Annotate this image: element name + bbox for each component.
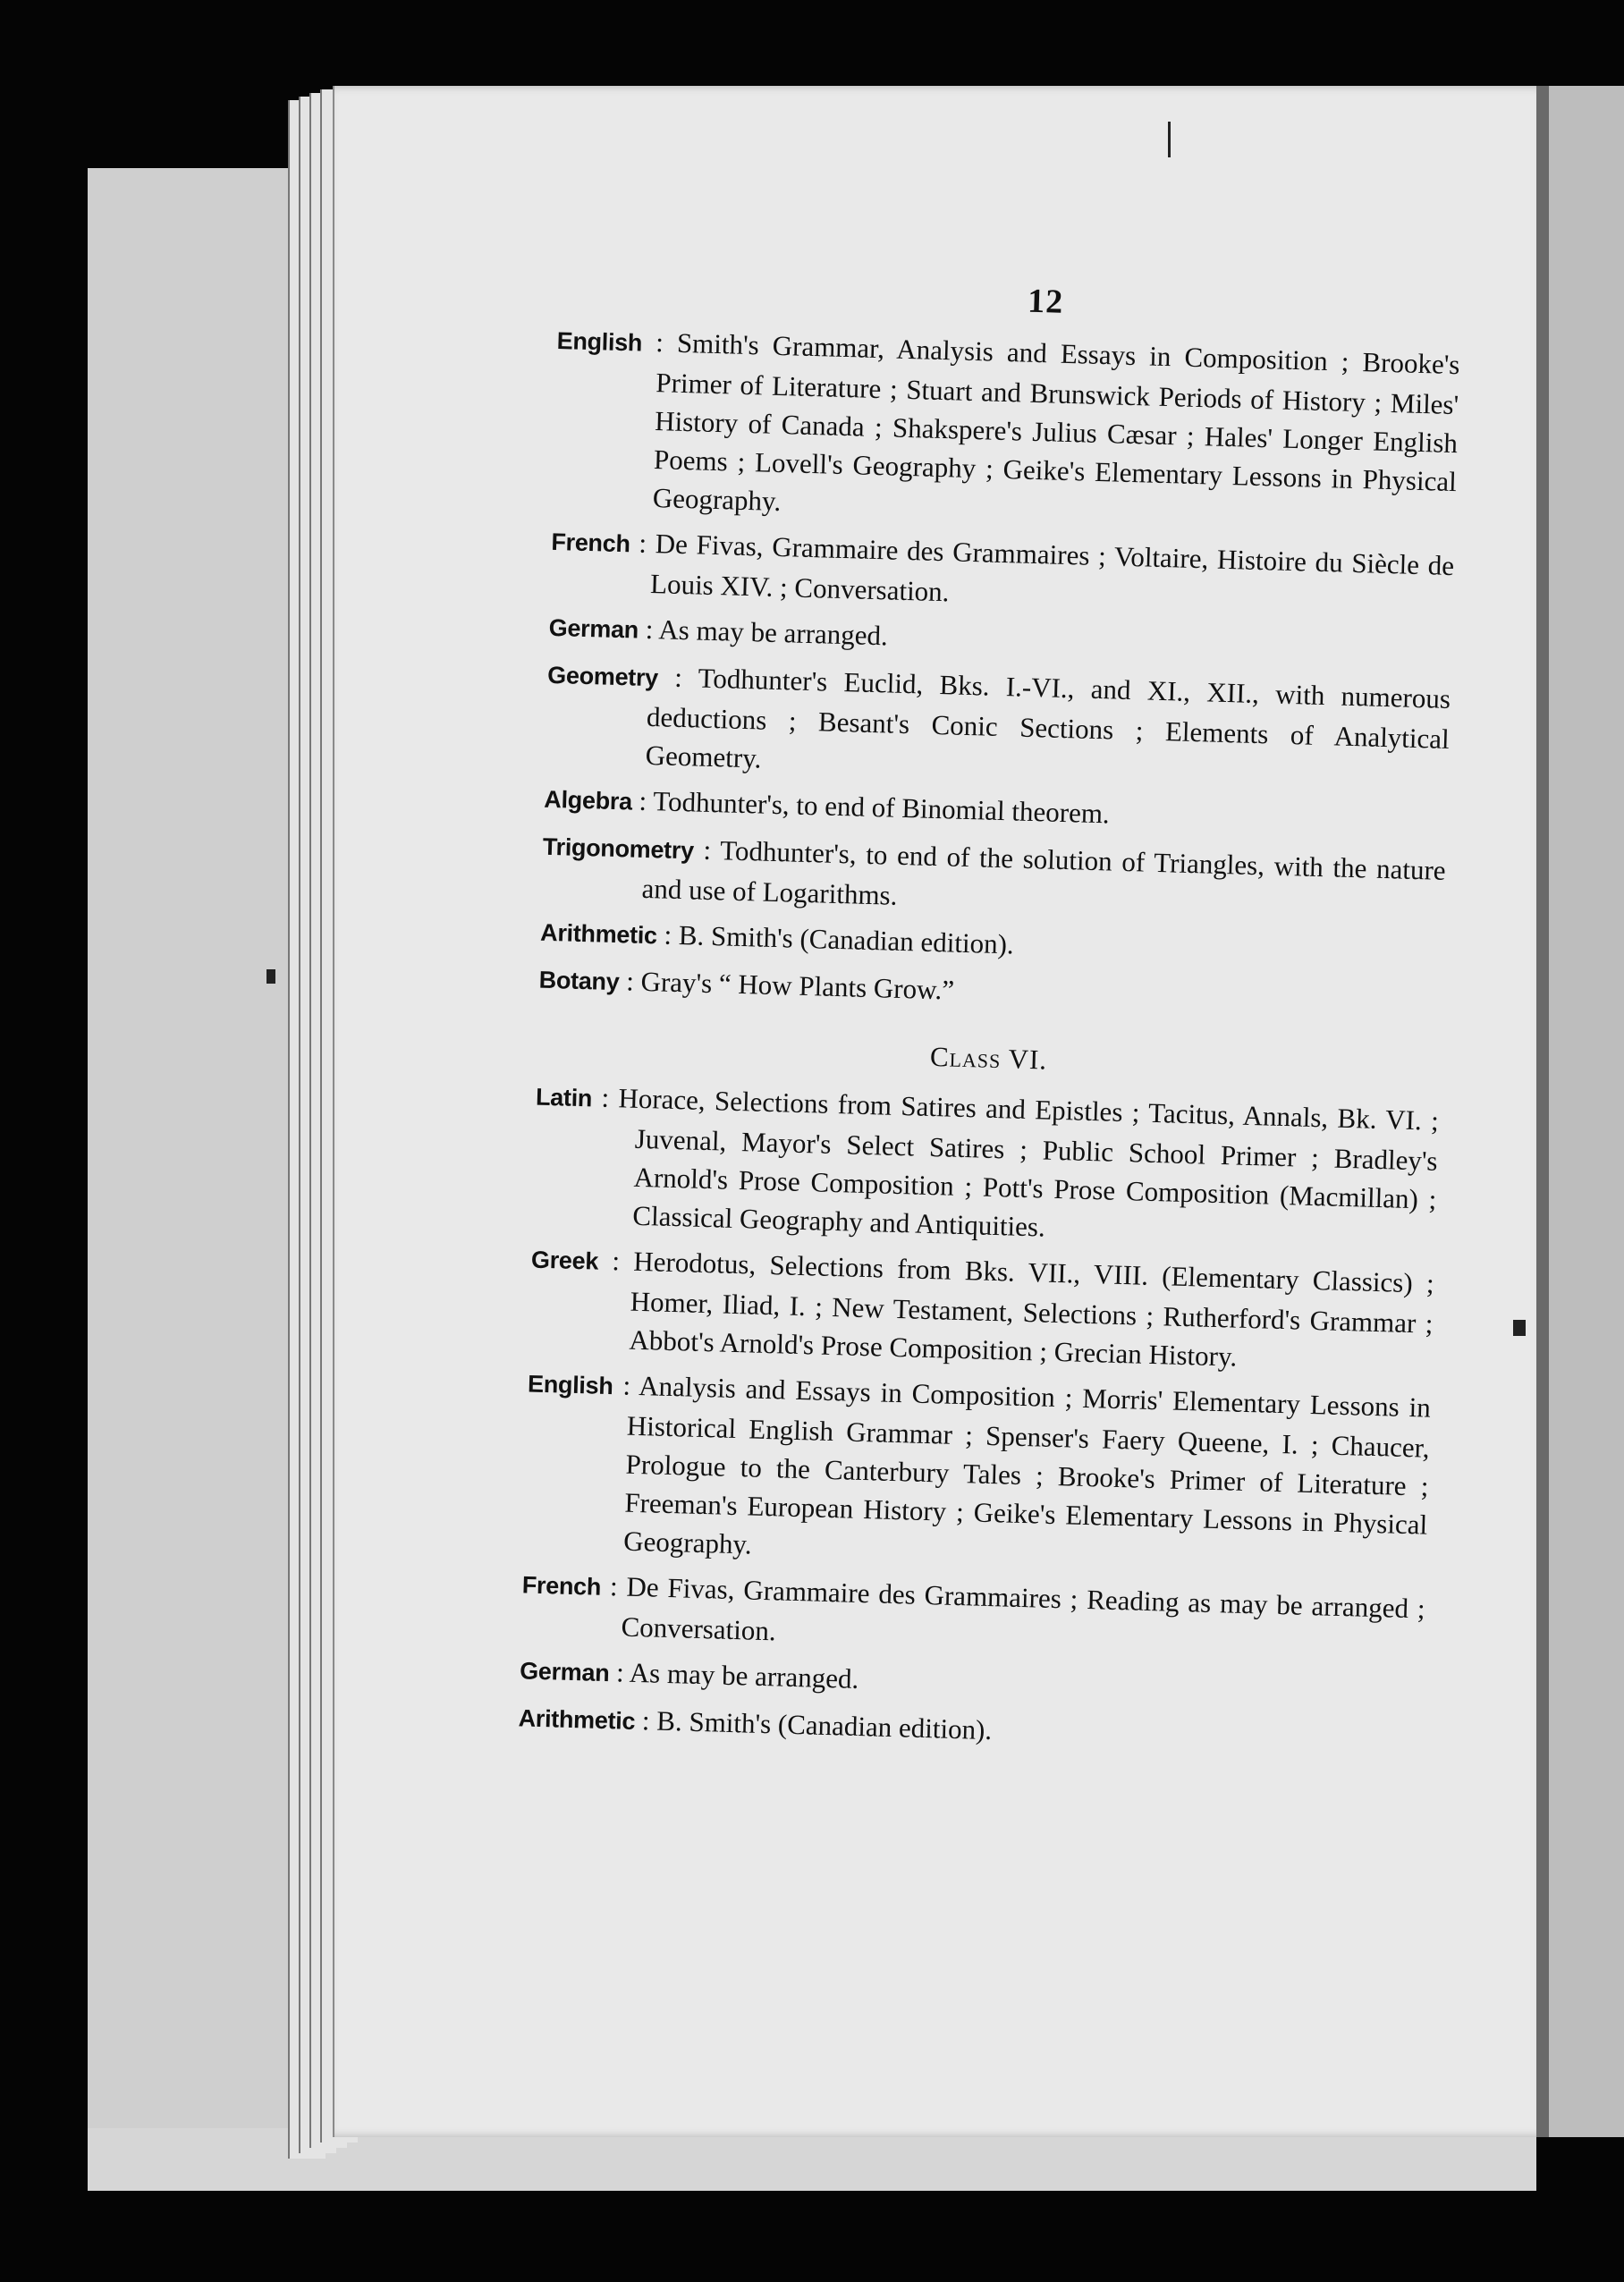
entry-botany: Botany : Gray's “ How Plants Grow.” — [538, 965, 955, 1006]
ink-speck — [1513, 1320, 1526, 1336]
entry-text: Analysis and Essays in Composition ; Morris' Elementary Lessons in Historical English Grammar ; Spenser's Faery Queene, I. ; Chaucer, Prologue to the Canterbury Tales ; Brooke's Primer of Literature ; Freeman's European History ; Geike's Elementary Lessons in Physical Geography. — [622, 1369, 1432, 1560]
entry-trigonometry: Trigonometry : Todhunter's, to end of the solution of Triangles, with the nature and use of Logarithms. — [542, 833, 1447, 911]
subject-label: French — [551, 528, 631, 558]
subject-label: German — [548, 613, 639, 644]
class-heading: Class VI. — [929, 1040, 1048, 1076]
section-a — [538, 320, 1460, 1025]
entry-text: Todhunter's, to end of the solution of Triangles, with the nature and use of Logarithms. — [641, 834, 1447, 911]
entry-english: English : Smith's Grammar, Analysis and Essays in Composition ; Brooke's Primer of Literature ; Stuart and Brunswick Periods of History ; Miles' History of Canada ; Shakspere's Julius Cæsar ; Hales' Longer English Poems ; Lovell's Geography ; Geike's Elementary Lessons in Physical Geography. — [556, 325, 1460, 518]
subject-label: Algebra — [543, 785, 633, 816]
entry-text: Todhunter's, to end of Binomial theorem. — [652, 785, 1111, 830]
entry-text: B. Smith's (Canadian edition). — [678, 919, 1015, 960]
ink-speck — [266, 969, 275, 984]
entry-arithmetic: Arithmetic : B. Smith's (Canadian edition). — [539, 918, 1015, 960]
subject-label: Trigonometry — [542, 833, 695, 865]
entry-text: De Fivas, Grammaire des Grammaires ; Reading as may be arranged ; Conversation. — [621, 1570, 1426, 1647]
subject-label: Greek — [530, 1246, 599, 1275]
entry-english: English : Analysis and Essays in Composition ; Morris' Elementary Lessons in Historical English Grammar ; Spenser's Faery Queene, I. ; Chaucer, Prologue to the Canterbury Tales ; Brooke's Primer of Literature ; Freeman's European History ; Geike's Elementary Lessons in Physical Geography. — [527, 1369, 1432, 1560]
page-number: 12 — [1027, 282, 1064, 321]
entry-text: As may be arranged. — [629, 1656, 859, 1695]
entry-greek: Greek : Herodotus, Selections from Bks. VII., VIII. (Elementary Classics) ; Homer, Iliad, I. ; New Testament, Selections ; Rutherford's Grammar ; Abbot's Arnold's Prose Composition ; Grecian History. — [530, 1244, 1435, 1373]
subject-label: Arithmetic — [539, 918, 658, 950]
facing-page-strip — [1547, 86, 1624, 2137]
entry-text: Horace, Selections from Satires and Epistles ; Tacitus, Annals, Bk. VI. ; Juvenal, Mayor's Select Satires ; Public School Primer ; Bradley's Arnold's Prose Composition ; Pott's Prose Composition (Macmillan) ; Classical Geography and Antiquities. — [618, 1082, 1440, 1243]
subject-label: Botany — [538, 966, 620, 996]
entry-french: French : De Fivas, Grammaire des Grammaires ; Voltaire, Histoire du Siècle de Louis XIV. ; Conversation. — [551, 527, 1455, 608]
section-b — [518, 1077, 1439, 1763]
subject-label: German — [519, 1657, 610, 1687]
entry-text: Smith's Grammar, Analysis and Essays in Composition ; Brooke's Primer of Literature ; Stuart and Brunswick Periods of History ; Miles' History of Canada ; Shakspere's Julius Cæsar ; Hales' Longer English Poems ; Lovell's Geography ; Geike's Elementary Lessons in Physical Geography. — [652, 326, 1460, 518]
subject-label: English — [556, 326, 643, 357]
subject-label: Latin — [535, 1083, 593, 1112]
entry-text: Todhunter's Euclid, Bks. I.-VI., and XI., XII., with numerous deductions ; Besant's Conic Sections ; Elements of Analytical Geometry. — [645, 662, 1451, 774]
gutter-shadow — [1536, 86, 1549, 2137]
entry-algebra: Algebra : Todhunter's, to end of Binomial theorem. — [543, 784, 1111, 830]
entry-arithmetic: Arithmetic : B. Smith's (Canadian edition). — [518, 1704, 993, 1746]
entry-german: German : As may be arranged. — [519, 1656, 859, 1695]
subject-label: English — [527, 1370, 613, 1400]
entry-text: B. Smith's (Canadian edition). — [656, 1704, 993, 1746]
page-text — [518, 268, 1462, 1771]
entry-text: Herodotus, Selections from Bks. VII., VIII. (Elementary Classics) ; Homer, Iliad, I. ; New Testament, Selections ; Rutherford's Grammar ; Abbot's Arnold's Prose Composition ; Grecian History. — [629, 1245, 1435, 1373]
subject-label: Arithmetic — [518, 1704, 636, 1736]
subject-label: French — [521, 1571, 602, 1601]
entry-text: Gray's “ How Plants Grow.” — [640, 965, 955, 1006]
entry-latin: Latin : Horace, Selections from Satires and Epistles ; Tacitus, Annals, Bk. VI. ; Juvenal, Mayor's Select Satires ; Public School Primer ; Bradley's Arnold's Prose Composition ; Pott's Prose Composition (Macmillan) ; Classical Geography and Antiquities. — [535, 1081, 1440, 1243]
entry-geometry: Geometry : Todhunter's Euclid, Bks. I.-VI., and XI., XII., with numerous deductions ; Besant's Conic Sections ; Elements of Analytical Geometry. — [546, 661, 1451, 774]
entry-french: French : De Fivas, Grammaire des Grammaires ; Reading as may be arranged ; Conversation. — [521, 1569, 1426, 1647]
entry-german: German : As may be arranged. — [548, 613, 889, 652]
subject-label: Geometry — [546, 661, 659, 692]
entry-text: De Fivas, Grammaire des Grammaires ; Voltaire, Histoire du Siècle de Louis XIV. ; Conversation. — [649, 528, 1455, 608]
ink-speck — [1168, 122, 1171, 157]
entry-text: As may be arranged. — [657, 613, 889, 652]
